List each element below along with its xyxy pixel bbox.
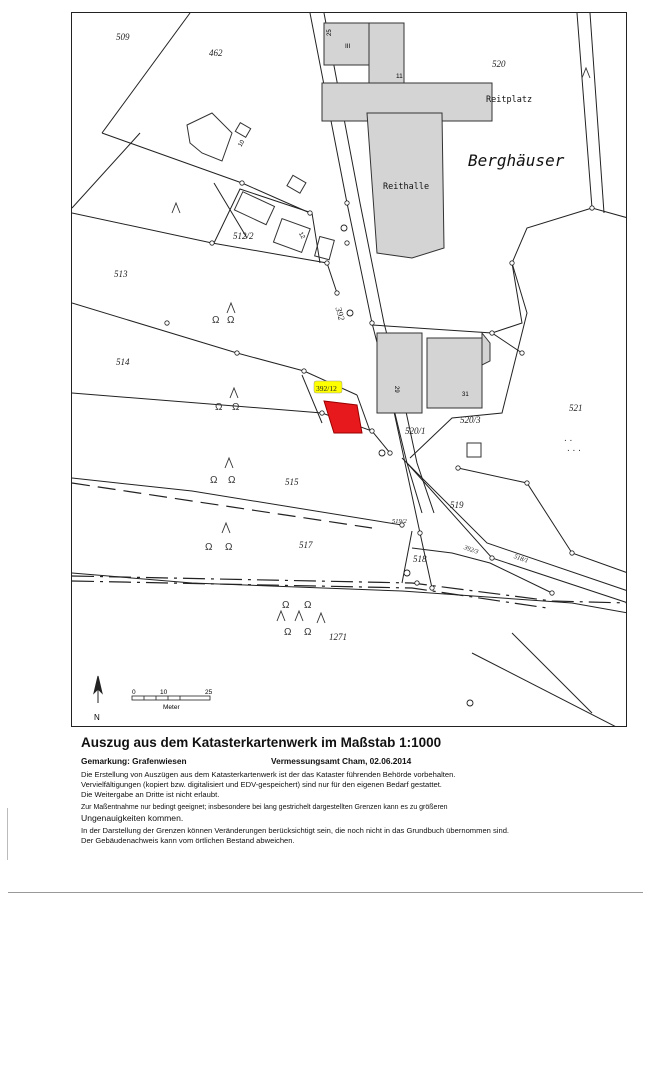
legend-note: Die Weitergabe an Dritte ist nicht erlaubt. (81, 790, 220, 800)
house-number: 29 (393, 386, 399, 393)
svg-text:Ω: Ω (282, 600, 290, 611)
parcel-label: 462 (209, 48, 223, 58)
office-date-label: Vermessungsamt Cham, 02.06.2014 (271, 756, 412, 766)
parcel-label: 513 (114, 269, 128, 279)
reitplatz-label: Reitplatz (486, 95, 533, 105)
svg-text:Ω: Ω (284, 627, 292, 638)
legend-note: In der Darstellung der Grenzen können Veränderungen berücksichtigt sein, die noch nicht in das Grundbuch übernommen sind. (81, 826, 510, 836)
scale-unit-label: Meter (163, 704, 180, 711)
parcel-label: 520 (492, 59, 506, 69)
scale-tick-label: 10 (160, 689, 168, 696)
svg-text:Ω: Ω (232, 402, 240, 413)
north-label: N (94, 713, 100, 722)
svg-text:Ω: Ω (304, 600, 312, 611)
margin-rule (7, 808, 8, 860)
map-title: Auszug aus dem Katasterkartenwerk im Maßstab 1:1000 (81, 735, 442, 750)
cadastral-map (71, 12, 627, 727)
svg-text:Ω: Ω (304, 627, 312, 638)
parcel-label: 512/2 (233, 231, 254, 241)
parcel-label: 520/1 (405, 426, 426, 436)
map-labels (72, 13, 627, 727)
parcel-label: 392/3 (462, 544, 480, 556)
house-number: 11 (396, 73, 403, 80)
svg-text:Ω: Ω (225, 542, 233, 553)
highlight-label: 392/12 (316, 384, 337, 393)
legend-note: Die Erstellung von Auszügen aus dem Katasterkartenwerk ist der das Kataster führenden Behörde vorbehalten. (81, 770, 456, 779)
legend-note: Ungenauigkeiten kommen. (81, 812, 184, 823)
svg-text:. .: . . (564, 433, 573, 444)
house-number: 25 (327, 29, 333, 36)
parcel-label: 514 (116, 357, 130, 367)
house-number: 12 (297, 231, 306, 241)
locality-label: Berghäuser (468, 151, 565, 170)
svg-text:Ω: Ω (210, 475, 218, 486)
parcel-label: 521 (569, 403, 583, 413)
parcel-label: 392 (333, 305, 347, 322)
svg-text:Ω: Ω (228, 475, 236, 486)
house-number: III (345, 43, 351, 50)
meta-row (81, 756, 601, 766)
svg-text:Ω: Ω (227, 315, 235, 326)
svg-text:Ω: Ω (212, 315, 220, 326)
legend-block (81, 735, 601, 846)
parcel-label: 517 (299, 540, 313, 550)
svg-text:. . .: . . . (567, 443, 581, 454)
legend-note: Der Gebäudenachweis kann vom örtlichen Bestand abweichen. (81, 836, 295, 846)
svg-text:Ω: Ω (215, 402, 223, 413)
house-number: 10 (237, 139, 247, 149)
parcel-label: 518/1 (512, 553, 530, 565)
scale-tick-label: 25 (205, 689, 213, 696)
parcel-label: 520/3 (460, 415, 481, 425)
parcel-label: 519 (450, 500, 464, 510)
svg-text:Ω: Ω (205, 542, 213, 553)
house-number: 31 (462, 392, 469, 398)
parcel-label: 519/2 (392, 518, 407, 525)
gemarkung-label: Gemarkung: Grafenwiesen (81, 756, 187, 766)
legend-note: Vervielfältigungen (kopiert bzw. digitalisiert und EDV-gespeichert) sind nur für den eigenen Bedarf gestattet. (81, 780, 442, 790)
page-divider (8, 892, 643, 893)
legend-note: Zur Maßentnahme nur bedingt geeignet; insbesondere bei lang gestrichelt dargestellten Grenzen kann es zu größeren (81, 803, 448, 811)
scale-tick-label: 0 (132, 689, 136, 696)
parcel-label: 515 (285, 477, 299, 487)
parcel-label: 518 (413, 554, 427, 564)
parcel-label: 1271 (329, 632, 347, 642)
parcel-label: 509 (116, 32, 130, 42)
reithalle-label: Reithalle (383, 182, 430, 192)
